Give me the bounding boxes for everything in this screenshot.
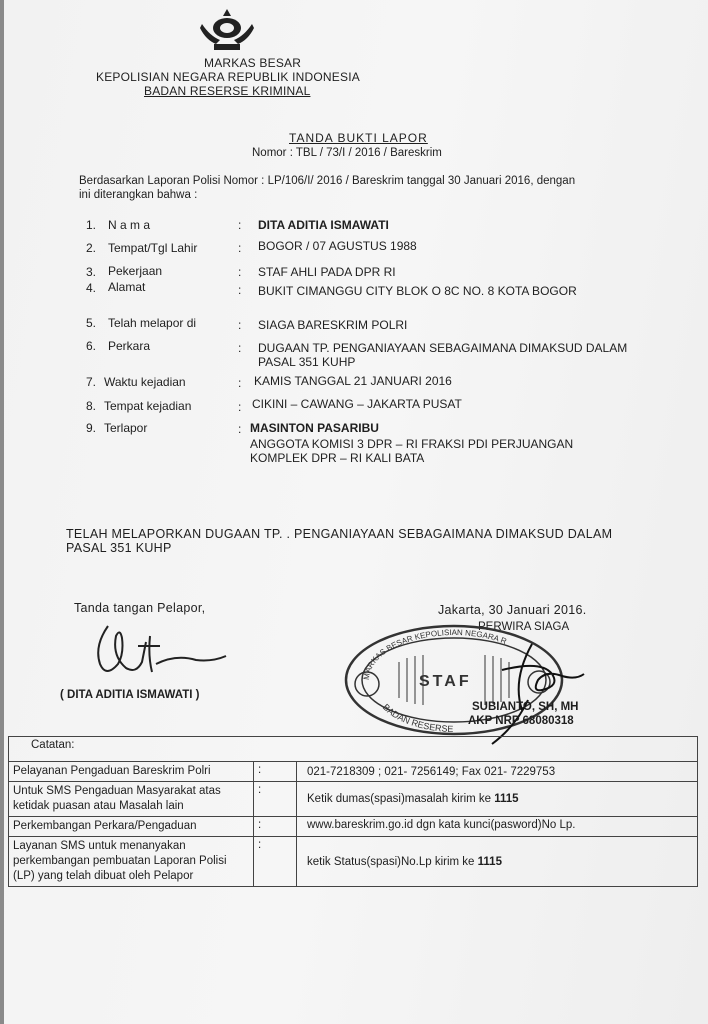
- item-value-terlapor-line-3: KOMPLEK DPR – RI KALI BATA: [250, 451, 425, 465]
- notes-value-text: ketik Status(spasi)No.Lp kirim ke: [307, 855, 475, 868]
- notes-label: Layanan SMS untuk menanyakan perkembangan pembuatan Laporan Polisi (LP) yang telah dibuat oleh Pelapor: [9, 837, 254, 887]
- item-label-tempat-kejadian: Tempat kejadian: [104, 399, 192, 413]
- signature-right-place-date: Jakarta, 30 Januari 2016.: [438, 603, 587, 617]
- notes-colon: :: [254, 762, 297, 782]
- reporter-signature-icon: [86, 616, 236, 686]
- notes-label: Pelayanan Pengaduan Bareskrim Polri: [9, 762, 254, 782]
- item-number: 2.: [85, 241, 96, 255]
- stamp-center-text: STAF: [419, 673, 472, 690]
- item-value-tempat-tgl-lahir: BOGOR / 07 AGUSTUS 1988: [258, 239, 417, 253]
- item-label-pekerjaan: Pekerjaan: [108, 264, 163, 278]
- item-label-nama: N a m a: [108, 218, 151, 232]
- header-line-1: MARKAS BESAR: [204, 56, 302, 70]
- item-value-perkara-line-2: PASAL 351 KUHP: [258, 355, 356, 369]
- item-label-waktu-kejadian: Waktu kejadian: [104, 375, 186, 389]
- item-colon: :: [238, 283, 242, 297]
- signature-right-role: PERWIRA SIAGA: [478, 621, 570, 633]
- item-value-pekerjaan: STAF AHLI PADA DPR RI: [258, 265, 396, 279]
- item-number: 3.: [85, 265, 96, 279]
- item-number: 9.: [85, 421, 96, 435]
- notes-heading: Catatan:: [9, 737, 698, 762]
- notes-table: [8, 736, 698, 887]
- item-value-perkara: DUGAAN TP. PENGANIAYAAN SEBAGAIMANA DIMAKSUD DALAM: [258, 341, 628, 355]
- document-title: TANDA BUKTI LAPOR: [289, 131, 428, 145]
- item-number: 6.: [85, 339, 96, 353]
- item-label-perkara: Perkara: [108, 339, 151, 353]
- notes-colon: :: [254, 817, 297, 837]
- item-label-telah-melapor: Telah melapor di: [108, 316, 197, 330]
- item-value-nama: DITA ADITIA ISMAWATI: [258, 218, 389, 232]
- document-number: Nomor : TBL / 73/I / 2016 / Bareskrim: [252, 147, 442, 159]
- statement-line-2: PASAL 351 KUHP: [66, 541, 172, 555]
- item-number: 4.: [85, 281, 96, 295]
- item-value-tempat-kejadian: CIKINI – CAWANG – JAKARTA PUSAT: [252, 397, 462, 411]
- officer-signature-icon: [472, 640, 592, 750]
- item-value-alamat: BUKIT CIMANGGU CITY BLOK O 8C NO. 8 KOTA BOGOR: [258, 284, 577, 298]
- item-value-terlapor: MASINTON PASARIBU: [250, 421, 379, 435]
- item-value-terlapor-line-2: ANGGOTA KOMISI 3 DPR – RI FRAKSI PDI PERJUANGAN: [250, 437, 574, 451]
- notes-label: Perkembangan Perkara/Pengaduan: [9, 817, 254, 837]
- item-colon: :: [238, 265, 242, 279]
- table-row: [9, 837, 698, 887]
- signature-left-name: ( DITA ADITIA ISMAWATI ): [60, 689, 200, 701]
- notes-value-number: 1115: [494, 793, 519, 805]
- stamp-top-text: MARKAS BESAR KEPOLISIAN NEGARA R: [361, 627, 508, 681]
- notes-value-number: 1115: [477, 855, 502, 868]
- item-colon: :: [238, 318, 242, 332]
- intro-line-2: ini diterangkan bahwa :: [79, 189, 198, 201]
- header-line-2: KEPOLISIAN NEGARA REPUBLIK INDONESIA: [96, 70, 360, 84]
- notes-value: [297, 782, 698, 817]
- item-value-waktu-kejadian: KAMIS TANGGAL 21 JANUARI 2016: [254, 374, 452, 388]
- signature-right-rank: AKP NRP 68080318: [468, 715, 574, 727]
- notes-value: [297, 837, 698, 887]
- notes-value-text: Ketik dumas(spasi)masalah kirim ke: [307, 793, 492, 805]
- header-line-3: BADAN RESERSE KRIMINAL: [144, 84, 311, 98]
- table-row: [9, 782, 698, 817]
- item-value-telah-melapor: SIAGA BARESKRIM POLRI: [258, 318, 408, 332]
- item-label-terlapor: Terlapor: [104, 421, 148, 435]
- signature-right-name: SUBIANTO, SH, MH: [472, 701, 579, 713]
- item-colon: :: [238, 241, 242, 255]
- table-row: [9, 817, 698, 837]
- item-number: 7.: [85, 375, 96, 389]
- document-page: [4, 0, 708, 1024]
- item-label-alamat: Alamat: [108, 280, 146, 294]
- stamp-bottom-text: BADAN RESERSE: [380, 701, 454, 735]
- item-label-tempat-tgl-lahir: Tempat/Tgl Lahir: [108, 241, 198, 255]
- item-number: 5.: [85, 316, 96, 330]
- table-row: [9, 762, 698, 782]
- signature-left-caption: Tanda tangan Pelapor,: [74, 601, 206, 615]
- item-colon: :: [238, 218, 242, 232]
- notes-value: www.bareskrim.go.id dgn kata kunci(pasword)No Lp.: [297, 817, 698, 837]
- notes-colon: :: [254, 837, 297, 887]
- police-emblem-icon: [196, 6, 258, 54]
- statement-line-1: TELAH MELAPORKAN DUGAAN TP. . PENGANIAYAAN SEBAGAIMANA DIMAKSUD DALAM: [66, 527, 613, 541]
- item-colon: :: [238, 400, 242, 414]
- intro-line-1: Berdasarkan Laporan Polisi Nomor : LP/106/I/ 2016 / Bareskrim tanggal 30 Januari 2016, dengan: [79, 175, 576, 187]
- item-colon: :: [238, 376, 242, 390]
- notes-label: Untuk SMS Pengaduan Masyarakat atas ketidak puasan atau Masalah lain: [9, 782, 254, 817]
- notes-colon: :: [254, 782, 297, 817]
- item-number: 8.: [85, 399, 96, 413]
- item-colon: :: [238, 422, 242, 436]
- item-number: 1.: [85, 218, 96, 232]
- item-colon: :: [238, 341, 242, 355]
- notes-value: 021-7218309 ; 021- 7256149; Fax 021- 7229753: [297, 762, 698, 782]
